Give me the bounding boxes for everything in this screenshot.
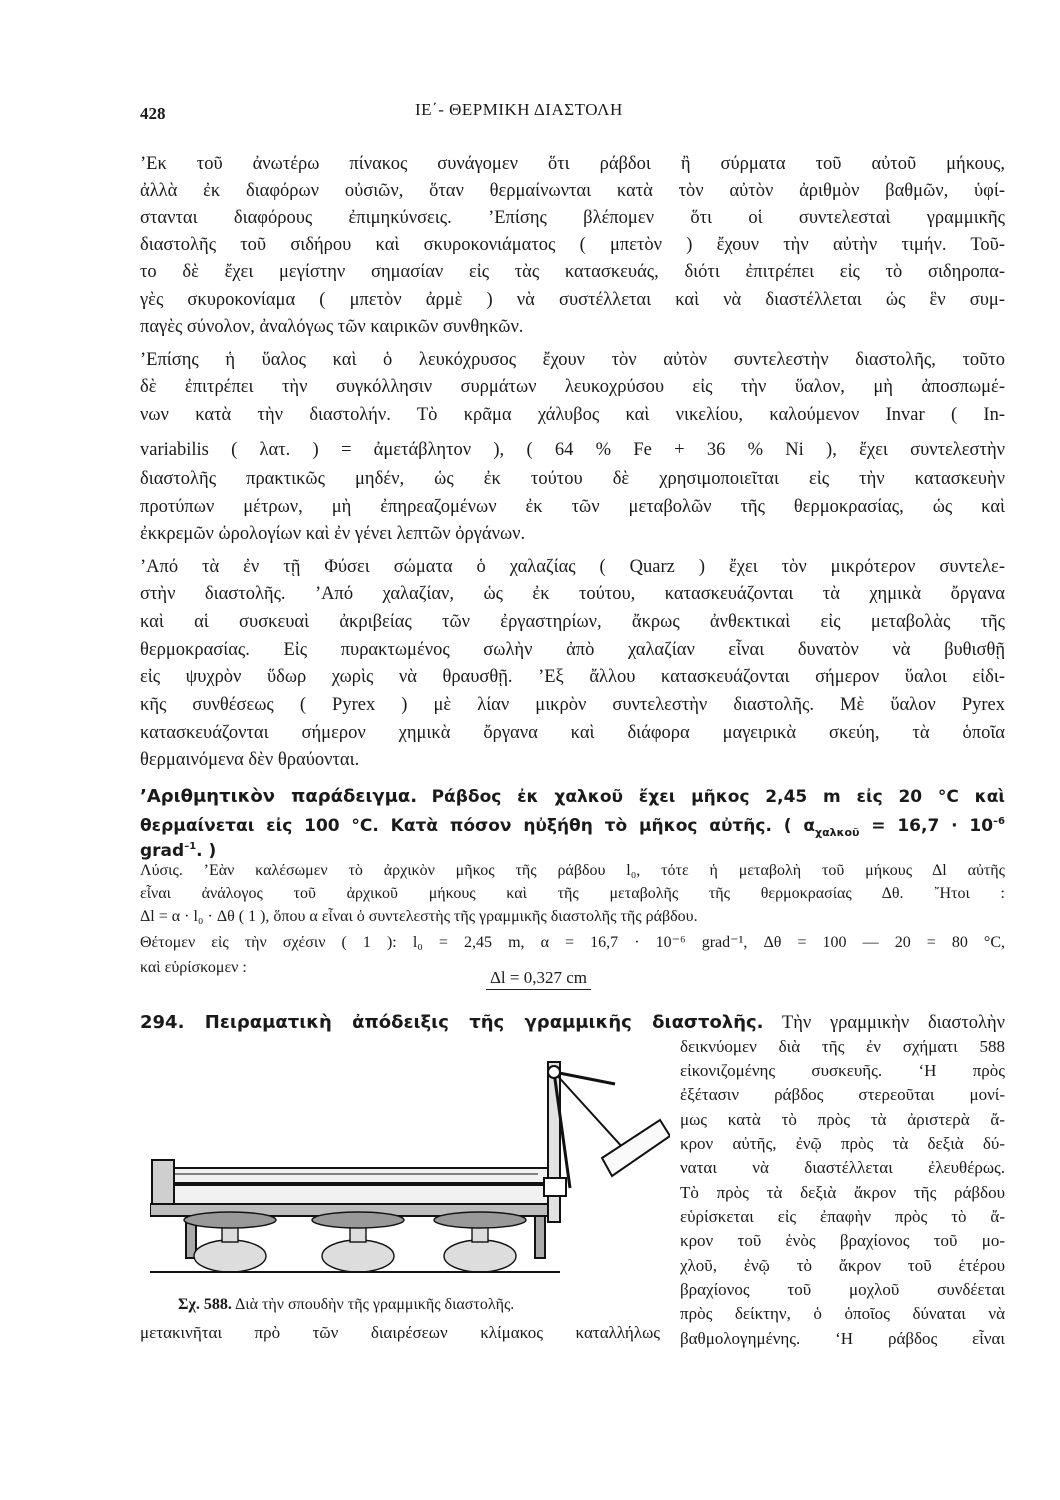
body-line: καὶ αἱ συσκευαὶ ἀκριβείας τῶν ἐργαστηρίων, ἄκρως ἀνθεκτικαὶ εἰς μεταβολὰς τῆς — [140, 612, 1005, 632]
unit-grad: grad — [140, 841, 185, 862]
example-close: . ) — [196, 841, 217, 862]
body-line: το δὲ ἔχει μεγίστην σημασίαν εἰς τὰς κατασκευάς, διότι ἐπιτρέπει εἰς τὸ σιδηροπα- — [140, 262, 1005, 282]
figure-caption-text: Διὰ τὴν σπουδὴν τῆς γραμμικῆς διαστολῆς. — [234, 1296, 515, 1313]
body-line: στανται διαφόρους ἐπιμηκύνσεις. ’Επίσης βλέπομεν ὅτι οἱ συντελεσταὶ γραμμικῆς — [140, 208, 1005, 228]
side-line: χλοῦ, ἐνῷ τὸ ἄκρον τοῦ ἑτέρου — [680, 1256, 1005, 1275]
side-line: δεικνύομεν διὰ τῆς ἐν σχήματι 588 — [680, 1037, 1005, 1056]
alpha-value: = 16,7 · 10 — [859, 816, 994, 837]
side-line: κρον τοῦ ἑνὸς βραχίονος τοῦ μο- — [680, 1231, 1005, 1250]
section-first-text: Τὴν γραμμικὴν διαστολὴν — [781, 1013, 1006, 1033]
body-line: κατασκευάζονται σήμερον χημικὰ ὄργανα καὶ διάφορα μαγειρικὰ σκεύη, τὰ ὁποῖα — [140, 723, 1005, 743]
figure-caption — [178, 1296, 514, 1314]
body-line: στὴν διαστολῆς. ’Από χαλαζίαν, ὡς ἐκ τούτου, κατασκευάζονται τὰ χημικὰ ὄργανα — [140, 584, 1005, 604]
body-line: ἀλλὰ ἐκ διαφόρων οὐσιῶν, ὅταν θερμαίνωνται κατὰ τὸν αὐτὸν ἀριθμὸν βαθμῶν, ὑφί- — [140, 181, 1005, 201]
chapter-title: ΙΕ΄- ΘΕΡΜΙΚΗ ΔΙΑΣΤΟΛΗ — [415, 100, 623, 119]
result-formula: Δl = 0,327 cm — [486, 968, 591, 990]
side-line: εἰκονιζομένης συσκευῆς. ‘Η πρὸς — [680, 1061, 1005, 1080]
body-line: παγὲς σύνολον, ἀναλόγως τῶν καιρικῶν συνθηκῶν. — [140, 317, 524, 337]
body-line: δὲ ἐπιτρέπει τὴν συγκόλλησιν συρμάτων λευκοχρύσου εἰς τὴν ὕαλον, μὴ ἀποσπωμέ- — [140, 377, 1005, 397]
example-heading: ’Αριθμητικὸν παράδειγμα. — [140, 786, 418, 807]
body-line: διαστολῆς τοῦ σιδήρου καὶ σκυροκονιάματος ( μπετὸν ) ἔχουν τὴν αὐτὴν τιμήν. Τοῦ- — [140, 235, 1005, 255]
side-line: πρὸς δείκτην, ὁ ὁποῖος δύναται νὰ — [680, 1304, 1005, 1323]
example-statement-cont: θερμαίνεται εἰς 100 °C. Κατὰ πόσον ηὐξήθη τὸ μῆκος αὐτῆς. ( α — [140, 816, 816, 837]
body-line: νων κατὰ τὴν διαστολήν. Τὸ κρᾶμα χάλυβος καὶ νικελίου, καλούμενον Invar ( In- — [140, 405, 1005, 425]
side-line: ἐξέτασιν ράβδος στερεοῦται μονί- — [680, 1085, 1005, 1104]
unit-exponent: –1 — [184, 841, 197, 852]
example-line-1 — [140, 784, 1005, 810]
bottom-left-line: μετακινῆται πρὸ τῶν διαιρέσεων κλίμακος καταλλήλως — [140, 1323, 660, 1342]
solution-line: καὶ εὑρίσκομεν : — [140, 959, 247, 976]
side-line: βαθμολογημένης. ‘Η ράβδος εἶναι — [680, 1329, 1005, 1348]
side-line: κρον αὐτῆς, ἐνῷ πρὸς τὰ δεξιὰ δύ- — [680, 1134, 1005, 1153]
body-line: κῆς συνθέσεως ( Pyrex ) μὲ λίαν μικρὸν συντελεστὴν διαστολῆς. Μὲ ὕαλον Pyrex — [140, 695, 1005, 715]
body-line: θερμοκρασίας. Εἰς πυρακτωμένος σωλὴν ἀπὸ χαλαζίαν εἶναι δυνατὸν νὰ βυθισθῇ — [140, 640, 1005, 660]
alpha-subscript: χαλκοῦ — [815, 825, 860, 839]
side-line: εὑρίσκεται εἰς ἐπαφὴν πρὸς τὸ ἄ- — [680, 1207, 1005, 1226]
body-line: διαστολῆς πρακτικῶς μηδέν, ὡς ἐκ τούτου δὲ χρησιμοποιεῖται εἰς τὴν κατασκευὴν — [140, 469, 1005, 489]
body-line: ἐκκρεμῶν ὡρολογίων καὶ ἐν γένει λεπτῶν ὀργάνων. — [140, 524, 526, 544]
apparatus-figure — [150, 1048, 670, 1288]
body-line: ’Επίσης ἡ ὕαλος καὶ ὁ λευκόχρυσος ἔχουν τὸν αὐτὸν συντελεστὴν διαστολῆς, τοῦτο — [140, 350, 1005, 370]
body-line: ’Από τὰ ἐν τῇ Φύσει σώματα ὁ χαλαζίας ( Quarz ) ἔχει τὸν μικρότερον συντελε- — [140, 557, 1005, 577]
side-line: μως κατὰ τὸ πρὸς τὰ ἀριστερὰ ἄ- — [680, 1110, 1005, 1129]
body-line: προτύπων μέτρων, μὴ ἐπηρεαζομένων ἐκ τῶν μεταβολῶν τῆς θερμοκρασίας, ὡς καὶ — [140, 497, 1005, 517]
figure-label: Σχ. 588. — [178, 1296, 232, 1313]
side-line: ναται νὰ διαστέλλεται ἐλευθέρως. — [680, 1158, 1005, 1177]
solution-line: εἶναι ἀνάλογος τοῦ ἀρχικοῦ μήκους καὶ τῆς μεταβολῆς τῆς θερμοκρασίας Δθ. ῎Ητοι : — [140, 885, 1005, 902]
alpha-exponent: –6 — [993, 816, 1005, 827]
example-statement: Ράβδος ἐκ χαλκοῦ ἔχει μῆκος 2,45 m εἰς 20 °C καὶ — [431, 787, 1005, 807]
body-line: θερμαινόμενα δὲν θραύονται. — [140, 750, 360, 770]
page-number: 428 — [140, 104, 166, 123]
solution-line: Λύσις. ’Εὰν καλέσωμεν τὸ ἀρχικὸν μῆκος τῆς ράβδου l₀, τότε ἡ μεταβολὴ τοῦ μήκους Δl αὐτῆς — [140, 862, 1005, 879]
body-line: εἰς ψυχρὸν ὕδωρ χωρὶς νὰ θραυσθῇ. ’Εξ ἄλλου κατασκευάζονται σήμερον ὕαλοι εἰδι- — [140, 667, 1005, 687]
side-line: Τὸ πρὸς τὰ δεξιὰ ἄκρον τῆς ράβδου — [680, 1183, 1005, 1202]
solution-line: Θέτομεν εἰς τὴν σχέσιν ( 1 ): l₀ = 2,45 m, α = 16,7 · 10⁻⁶ grad⁻¹, Δθ = 100 — 20 = 80 °C, — [140, 934, 1005, 951]
section-heading-line — [140, 1010, 1005, 1036]
body-line: ’Εκ τοῦ ἀνωτέρω πίνακος συνάγομεν ὅτι ράβδοι ἢ σύρματα τοῦ αὐτοῦ μήκους, — [140, 154, 1005, 174]
solution-line: Δl = α · l₀ · Δθ ( 1 ), ὅπου α εἶναι ὁ συντελεστὴς τῆς γραμμικῆς διαστολῆς τῆς ράβδου. — [140, 908, 698, 925]
body-line: variabilis ( λατ. ) = ἀμετάβλητον ), ( 64 % Fe + 36 % Ni ), ἔχει συντελεστὴν — [140, 440, 1005, 460]
body-line: γὲς σκυροκονίαμα ( μπετὸν ἀρμὲ ) νὰ συστέλλεται καὶ νὰ διαστέλλεται ὡς ἓν συμ- — [140, 290, 1005, 310]
section-title: 294. Πειραματικὴ ἀπόδειξις τῆς γραμμικῆς διαστολῆς. — [140, 1012, 764, 1033]
side-line: βραχίονος τοῦ μοχλοῦ συνδέεται — [680, 1280, 1005, 1299]
